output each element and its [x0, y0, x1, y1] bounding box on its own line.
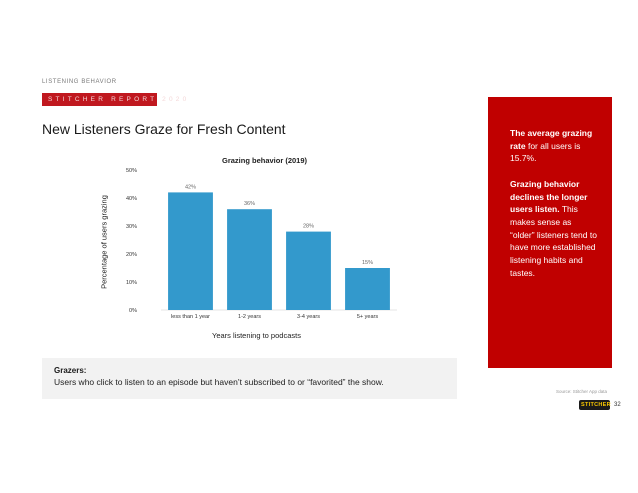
bar: [168, 192, 213, 310]
bar: [227, 209, 272, 310]
y-tick-label: 30%: [125, 224, 137, 230]
bar-data-label: 36%: [243, 201, 256, 208]
section-label: LISTENING BEHAVIOR: [42, 79, 117, 85]
chart-x-axis-label: Years listening to podcasts: [212, 331, 301, 340]
callout-text-2: This makes sense as “older” listeners tend to have more established listening habits and tastes.: [510, 204, 597, 278]
y-tick-label: 10%: [125, 280, 137, 286]
report-banner: STITCHER REPORT 2020: [42, 93, 157, 106]
stitcher-logo: [579, 400, 610, 410]
y-tick-label: 40%: [125, 196, 137, 202]
callout-paragraph-2: [510, 178, 598, 280]
bar-data-label: 15%: [361, 260, 374, 266]
bar: [286, 232, 331, 310]
callout-paragraph-1: [510, 127, 598, 165]
definition-box: [42, 358, 457, 399]
x-tick-label: less than 1 year: [171, 314, 210, 320]
x-tick-label: 1-2 years: [238, 314, 261, 320]
y-tick-label: 0%: [129, 308, 137, 314]
callout-highlight-1: The average grazing rate: [510, 128, 593, 151]
bar-chart: [115, 162, 405, 324]
bar: [345, 268, 390, 310]
callout-text-1: for all users is 15.7%.: [510, 140, 581, 164]
chart-y-axis-label: Percentage of users grazing: [99, 195, 109, 289]
x-tick-label: 3-4 years: [297, 314, 320, 320]
page-title: New Listeners Graze for Fresh Content: [42, 121, 286, 137]
callout-panel: [488, 97, 612, 368]
source-note: Source: Stitcher App data: [556, 389, 608, 394]
bar-data-label: 42%: [184, 184, 197, 191]
chart-title: Grazing behavior (2019): [222, 156, 308, 165]
y-tick-label: 50%: [125, 168, 137, 174]
x-tick-label: 5+ years: [356, 314, 379, 320]
page-number: 32: [614, 402, 621, 408]
definition-text: Users who click to listen to an episode but haven’t subscribed to or “favorited” the show.: [54, 377, 384, 387]
definition-term: Grazers:: [54, 366, 87, 375]
y-tick-label: 20%: [125, 252, 137, 258]
callout-highlight-2: Grazing behavior declines the longer users listen.: [510, 178, 588, 215]
logo-text: STITCHER: [581, 401, 611, 408]
bar-data-label: 28%: [302, 223, 315, 230]
